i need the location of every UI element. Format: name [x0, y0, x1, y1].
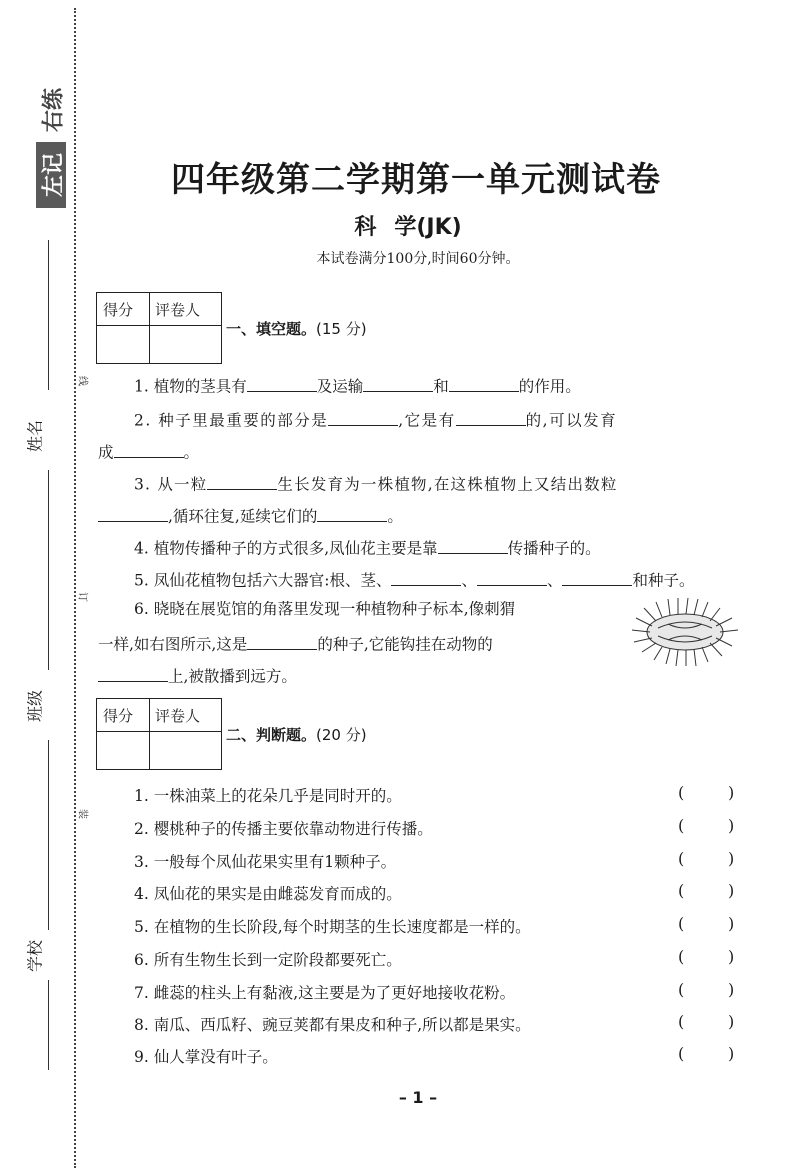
binding-mark-zhuang: 装 — [76, 809, 88, 819]
question-6-continued-2: 上,被散播到远方。 — [98, 666, 297, 685]
brand-logo-boxed-text: 左记 — [41, 152, 67, 198]
question-3: 3. 从一粒 生长发育为一株植物,在这株植物上又结出数粒 — [134, 475, 618, 494]
page-number: – 1 – — [398, 1088, 438, 1107]
section1-points: (15 分) — [316, 320, 367, 338]
question-5: 5. 凤仙花植物包括六大器官:根、茎、 、 、 和种子。 — [134, 571, 695, 590]
section1-title — [226, 318, 367, 339]
answer-paren-close: ) — [728, 947, 735, 966]
answer-paren-close: ) — [728, 816, 735, 835]
question-4: 4. 植物传播种子的方式很多,凤仙花主要是靠 传播种子的。 — [134, 539, 601, 558]
section1-heading: 一、填空题。 — [226, 320, 317, 338]
question-6: 6. 晓晓在展览馆的角落里发现一种植物种子标本,像刺猬 — [134, 600, 516, 618]
section2-points: (20 分) — [316, 726, 367, 744]
judgement-item: 6. 所有生物生长到一定阶段都要死亡。 — [134, 951, 402, 969]
side-label-school: 学校 — [25, 939, 45, 973]
judgement-item: 4. 凤仙花的果实是由雌蕊发育而成的。 — [134, 885, 402, 903]
answer-paren-close: ) — [728, 914, 735, 933]
judgement-item: 1. 一株油菜上的花朵几乎是同时开的。 — [134, 787, 402, 805]
section2-heading: 二、判断题。 — [226, 726, 317, 744]
judgement-item: 8. 南瓜、西瓜籽、豌豆荚都有果皮和种子,所以都是果实。 — [134, 1016, 531, 1034]
question-6-continued: 一样,如右图所示,这是 的种子,它能钩挂在动物的 — [98, 635, 493, 654]
answer-paren-open[interactable]: ( — [678, 914, 685, 933]
answer-paren-close: ) — [728, 849, 735, 868]
score-table-section2 — [96, 698, 222, 770]
subject-title — [0, 210, 800, 241]
judgement-item: 5. 在植物的生长阶段,每个时期茎的生长速度都是一样的。 — [134, 918, 531, 936]
score-table-score-label: 得分 — [103, 301, 134, 319]
brand-logo-plain-text: 右练 — [41, 87, 67, 133]
binding-mark-xian: 线 — [76, 376, 88, 386]
school-write-line-lower — [48, 980, 49, 1070]
judgement-item: 2. 樱桃种子的传播主要依靠动物进行传播。 — [134, 820, 433, 838]
judgement-item: 9. 仙人掌没有叶子。 — [134, 1048, 278, 1066]
exam-info: 本试卷满分100分,时间60分钟。 — [316, 251, 520, 267]
answer-paren-open[interactable]: ( — [678, 849, 685, 868]
answer-paren-close: ) — [728, 980, 735, 999]
answer-paren-close: ) — [728, 1012, 735, 1031]
score-table-grader-label: 评卷人 — [155, 301, 201, 319]
answer-paren-open[interactable]: ( — [678, 1044, 685, 1063]
subject-title-rest: 学(JK) — [394, 215, 462, 240]
section2-title — [226, 724, 367, 745]
school-write-line — [48, 740, 49, 930]
judgement-item: 3. 一般每个凤仙花果实里有1颗种子。 — [134, 853, 397, 871]
answer-paren-close: ) — [728, 881, 735, 900]
answer-paren-open[interactable]: ( — [678, 881, 685, 900]
answer-paren-open[interactable]: ( — [678, 947, 685, 966]
answer-paren-open[interactable]: ( — [678, 783, 685, 802]
side-label-name: 姓名 — [25, 419, 45, 453]
score-table-section1 — [96, 292, 222, 364]
question-3-continued: ,循环往复,延续它们的 。 — [98, 506, 403, 525]
judgement-item: 7. 雌蕊的柱头上有黏液,这主要是为了更好地接收花粉。 — [134, 984, 516, 1002]
score-table-grader-label: 评卷人 — [155, 707, 201, 725]
answer-paren-open[interactable]: ( — [678, 980, 685, 999]
answer-paren-close: ) — [728, 783, 735, 802]
class-write-line — [48, 470, 49, 670]
answer-paren-close: ) — [728, 1044, 735, 1063]
question-2: 2. 种子里最重要的部分是 ,它是有 的,可以发育 — [134, 411, 618, 430]
answer-paren-open[interactable]: ( — [678, 1012, 685, 1031]
spiky-seed-illustration — [628, 596, 742, 668]
side-label-class: 班级 — [25, 689, 45, 723]
question-2-continued: 成 。 — [98, 443, 200, 462]
question-1: 1. 植物的茎具有 及运输 和 的作用。 — [134, 377, 581, 396]
answer-paren-open[interactable]: ( — [678, 816, 685, 835]
page-title: 四年级第二学期第一单元测试卷 — [171, 160, 661, 200]
binding-mark-ding: 订 — [76, 592, 88, 602]
score-table-score-label: 得分 — [103, 707, 134, 725]
subject-title-first-char: 科 — [354, 215, 377, 240]
